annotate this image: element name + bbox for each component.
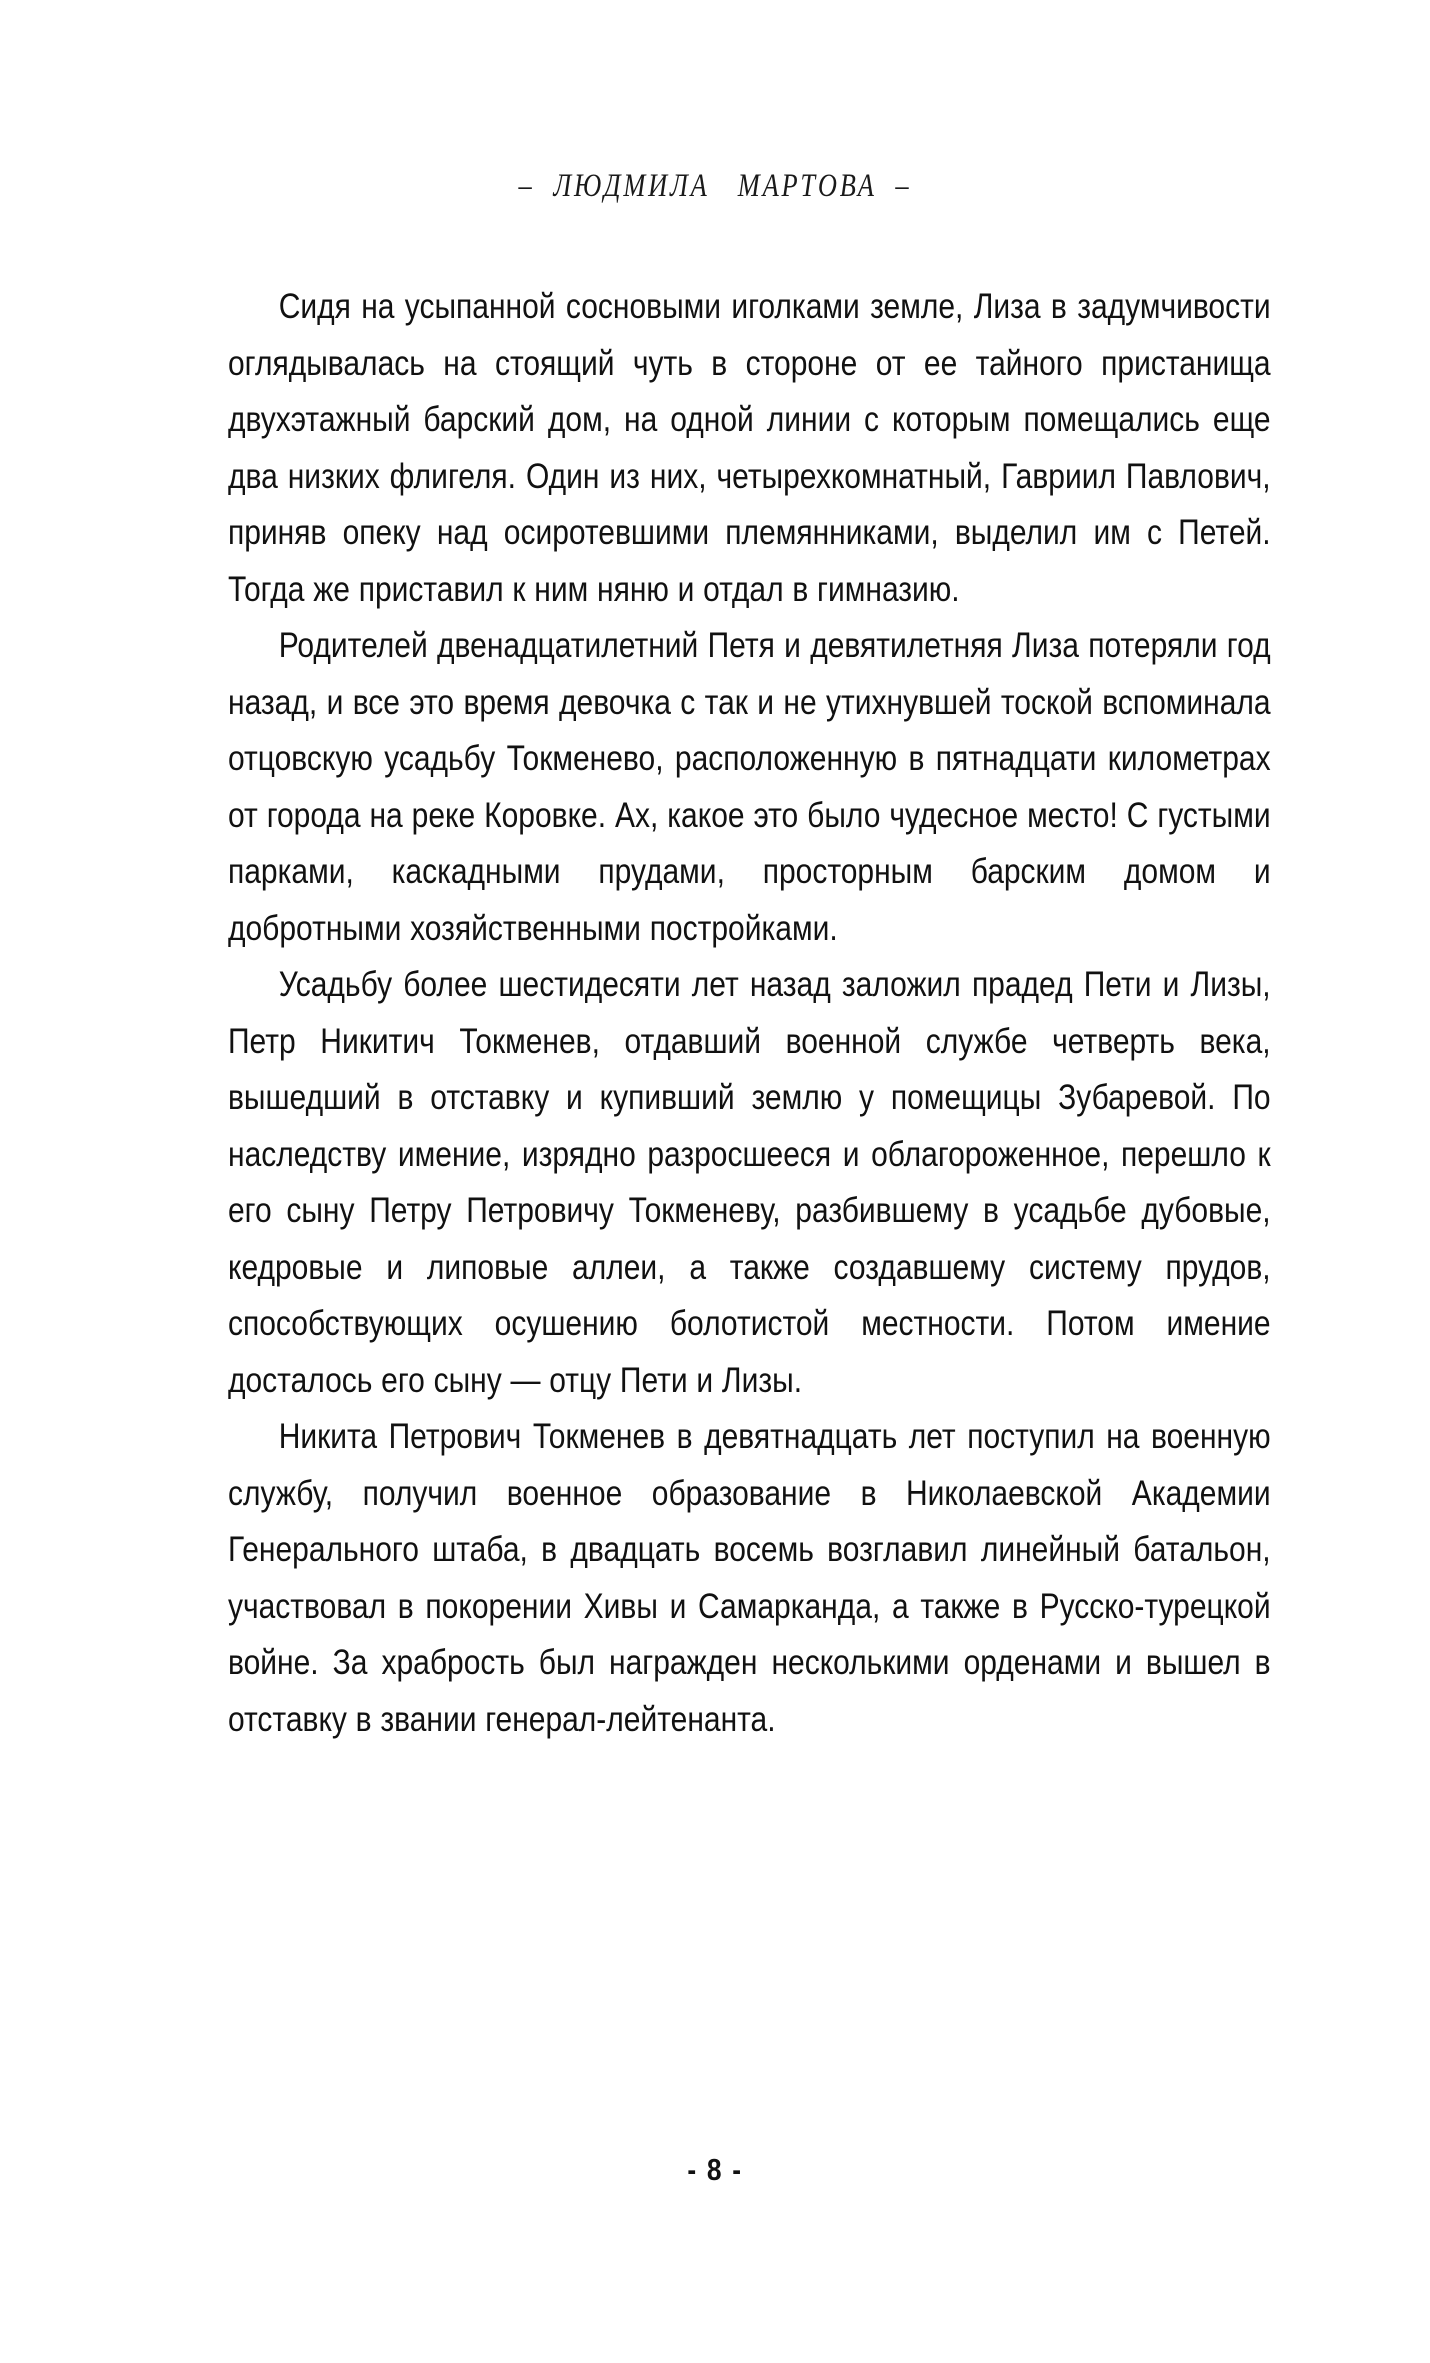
paragraph: Усадьбу более шестидесяти лет назад заложил прадед Пети и Лизы, Петр Никитич Токменев, отдавший военной службе четверть века, вышедший в отставку и купивший землю у помещицы Зубаревой. По наследству имение, изрядно разросшееся и облагороженное, перешло к его сыну Петру Петровичу Токменеву, разбившему в усадьбе дубовые, кедровые и липовые аллеи, а также создавшему систему прудов, способствующих осушению болотистой местности. Потом имение досталось его сыну — отцу Пети и Лизы.: [228, 964, 1271, 1400]
page-number: - 8 -: [687, 2152, 743, 2187]
running-header-author: – ЛЮДМИЛА МАРТОВА –: [518, 168, 912, 204]
paragraph: Сидя на усыпанной сосновыми иголками земле, Лиза в задумчивости оглядывалась на стоящий чуть в стороне от ее тайного пристанища двухэтажный барский дом, на одной линии с которым помещались еще два низких флигеля. Один из них, четырехкомнатный, Гавриил Павлович, приняв опеку над осиротевшими племянниками, выделил им с Петей. Тогда же приставил к ним няню и отдал в гимназию.: [228, 286, 1271, 609]
paragraph: Родителей двенадцатилетний Петя и девятилетняя Лиза потеряли год назад, и все это время девочка с так и не утихнувшей тоской вспоминала отцовскую усадьбу Токменево, расположенную в пятнадцати километрах от города на реке Коровке. Ах, какое это было чудесное место! С густыми парками, каскадными прудами, просторным барским домом и добротными хозяйственными постройками.: [228, 625, 1271, 948]
body-text-block: [228, 278, 1271, 1747]
paragraph: Никита Петрович Токменев в девятнадцать лет поступил на военную службу, получил военное образование в Николаевской Академии Генерального штаба, в двадцать восемь возглавил линейный батальон, участвовал в покорении Хивы и Самарканда, а также в Русско-турецкой войне. За храбрость был награжден несколькими орденами и вышел в отставку в звании генерал-лейтенанта.: [228, 1416, 1271, 1739]
